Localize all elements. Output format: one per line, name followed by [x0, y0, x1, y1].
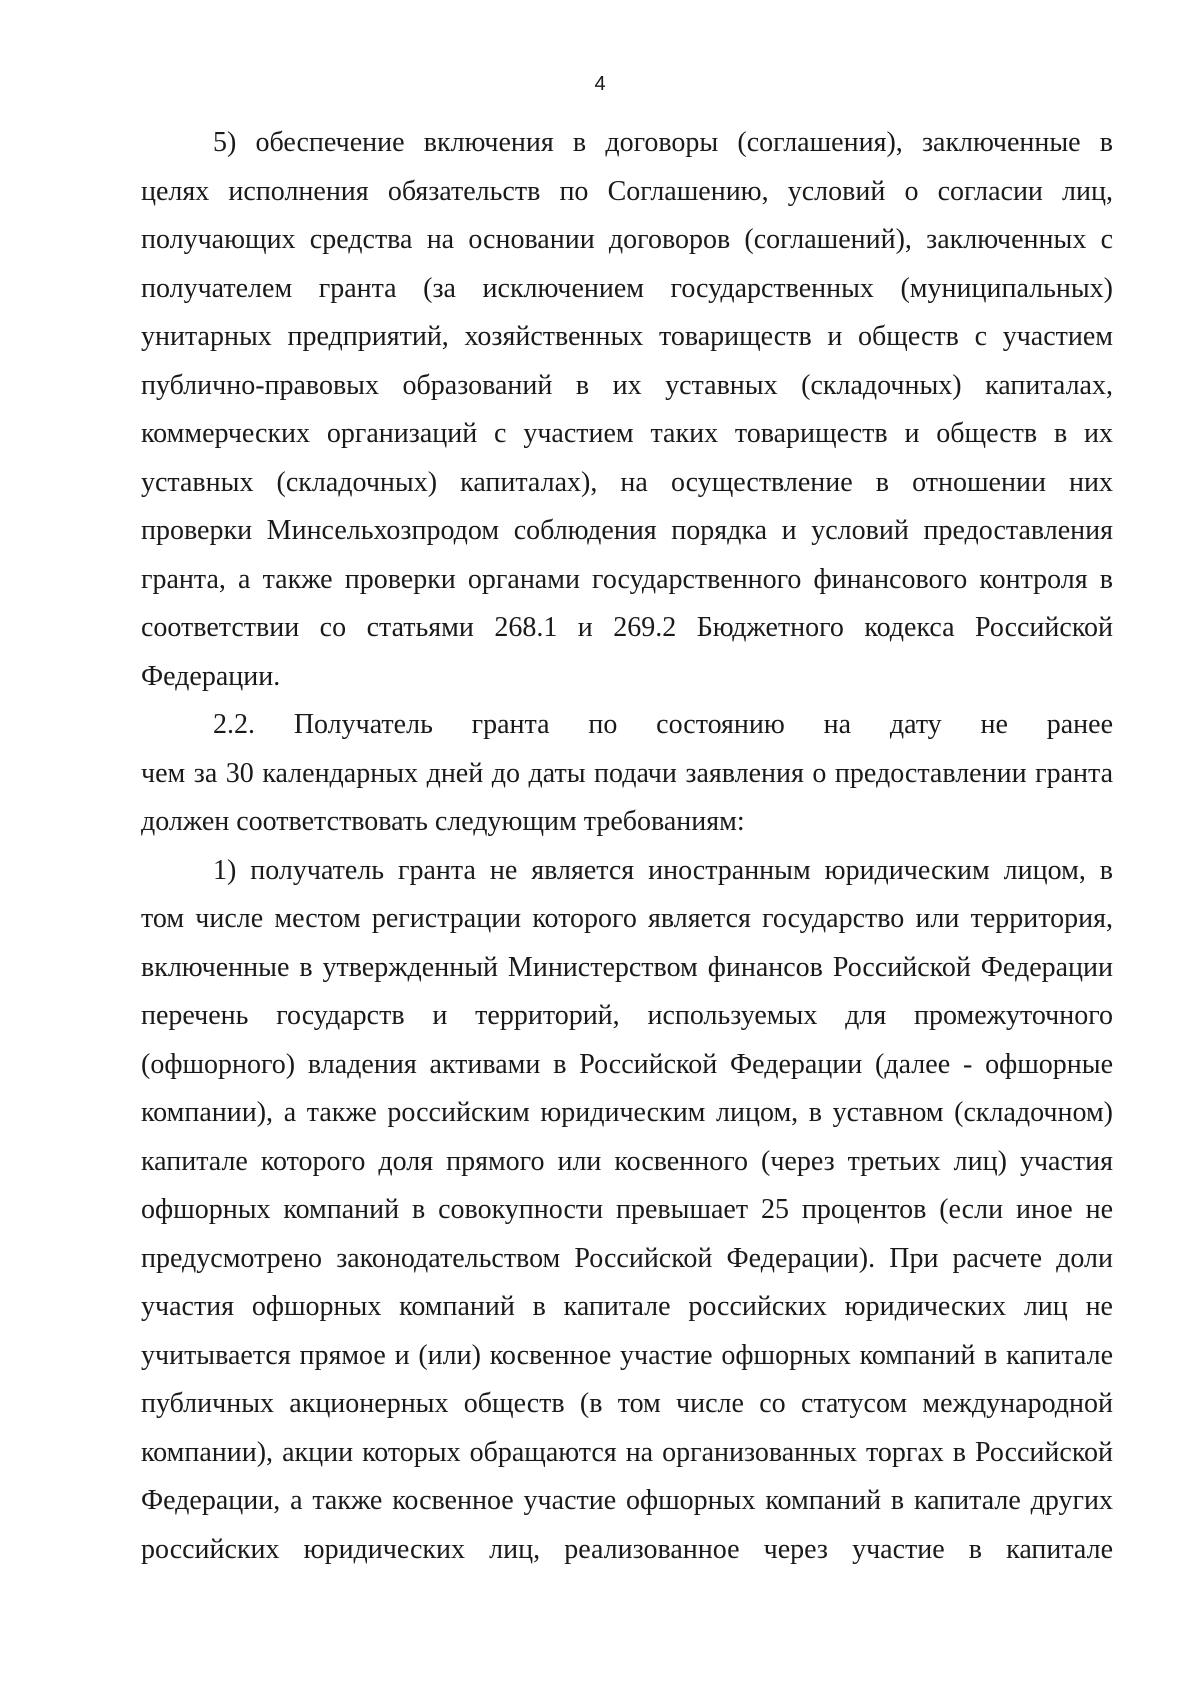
text-line: получающих средства на основании договоров (соглашений), заключенных с	[141, 224, 1113, 255]
text-line: получателем гранта (за исключением государственных (муниципальных)	[141, 272, 1113, 304]
text-line: соответствии со статьями 268.1 и 269.2 Бюджетного кодекса Российской	[141, 612, 1113, 643]
text-line: коммерческих организаций с участием таких товариществ и обществ в их	[141, 418, 1113, 449]
text-line: проверки Минсельхозпродом соблюдения порядка и условий предоставления	[141, 515, 1113, 546]
text-line: публичных акционерных обществ (в том числе со статусом международной	[141, 1388, 1113, 1419]
text-line: офшорных компаний в совокупности превышает 25 процентов (если иное не	[141, 1194, 1113, 1225]
text-line: компании), а также российским юридическим лицом, в уставном (складочном)	[141, 1097, 1113, 1128]
text-line: компании), акции которых обращаются на организованных торгах в Российской	[141, 1436, 1113, 1468]
text-line: Федерации, а также косвенное участие офшорных компаний в капитале других	[141, 1485, 1113, 1516]
text-line: 5) обеспечение включения в договоры (соглашения), заключенные в	[213, 127, 1113, 158]
text-line: предусмотрено законодательством Российской Федерации). При расчете доли	[141, 1242, 1113, 1274]
text-line: 2.2. Получатель гранта по состоянию на дату не ранее	[213, 709, 1113, 740]
text-line: перечень государств и территорий, используемых для промежуточного	[141, 1000, 1113, 1031]
text-line: целях исполнения обязательств по Соглашению, условий о согласии лиц,	[141, 175, 1113, 207]
text-line: российских юридических лиц, реализованное через участие в капитале	[141, 1533, 1113, 1565]
text-line: (офшорного) владения активами в Российской Федерации (далее - офшорные	[141, 1048, 1113, 1080]
text-line: публично-правовых образований в их уставных (складочных) капиталах,	[141, 369, 1113, 401]
text-line: должен соответствовать следующим требованиям:	[141, 806, 745, 837]
text-line: том числе местом регистрации которого является государство или территория,	[141, 903, 1113, 934]
text-line: гранта, а также проверки органами государственного финансового контроля в	[141, 563, 1113, 595]
page-number: 4	[594, 73, 606, 95]
text-line: учитывается прямое и (или) косвенное участие офшорных компаний в капитале	[141, 1339, 1113, 1371]
text-line: Федерации.	[141, 660, 281, 692]
text-line: капитале которого доля прямого или косвенного (через третьих лиц) участия	[141, 1145, 1113, 1177]
text-line: унитарных предприятий, хозяйственных товариществ и обществ с участием	[141, 321, 1113, 352]
text-line: участия офшорных компаний в капитале российских юридических лиц не	[141, 1291, 1113, 1322]
document-body	[141, 119, 1113, 1574]
text-line: включенные в утвержденный Министерством финансов Российской Федерации	[141, 951, 1113, 983]
text-line: уставных (складочных) капиталах), на осуществление в отношении них	[141, 466, 1113, 498]
text-line: чем за 30 календарных дней до даты подачи заявления о предоставлении гранта	[141, 757, 1113, 789]
text-line: 1) получатель гранта не является иностранным юридическим лицом, в	[213, 854, 1113, 886]
